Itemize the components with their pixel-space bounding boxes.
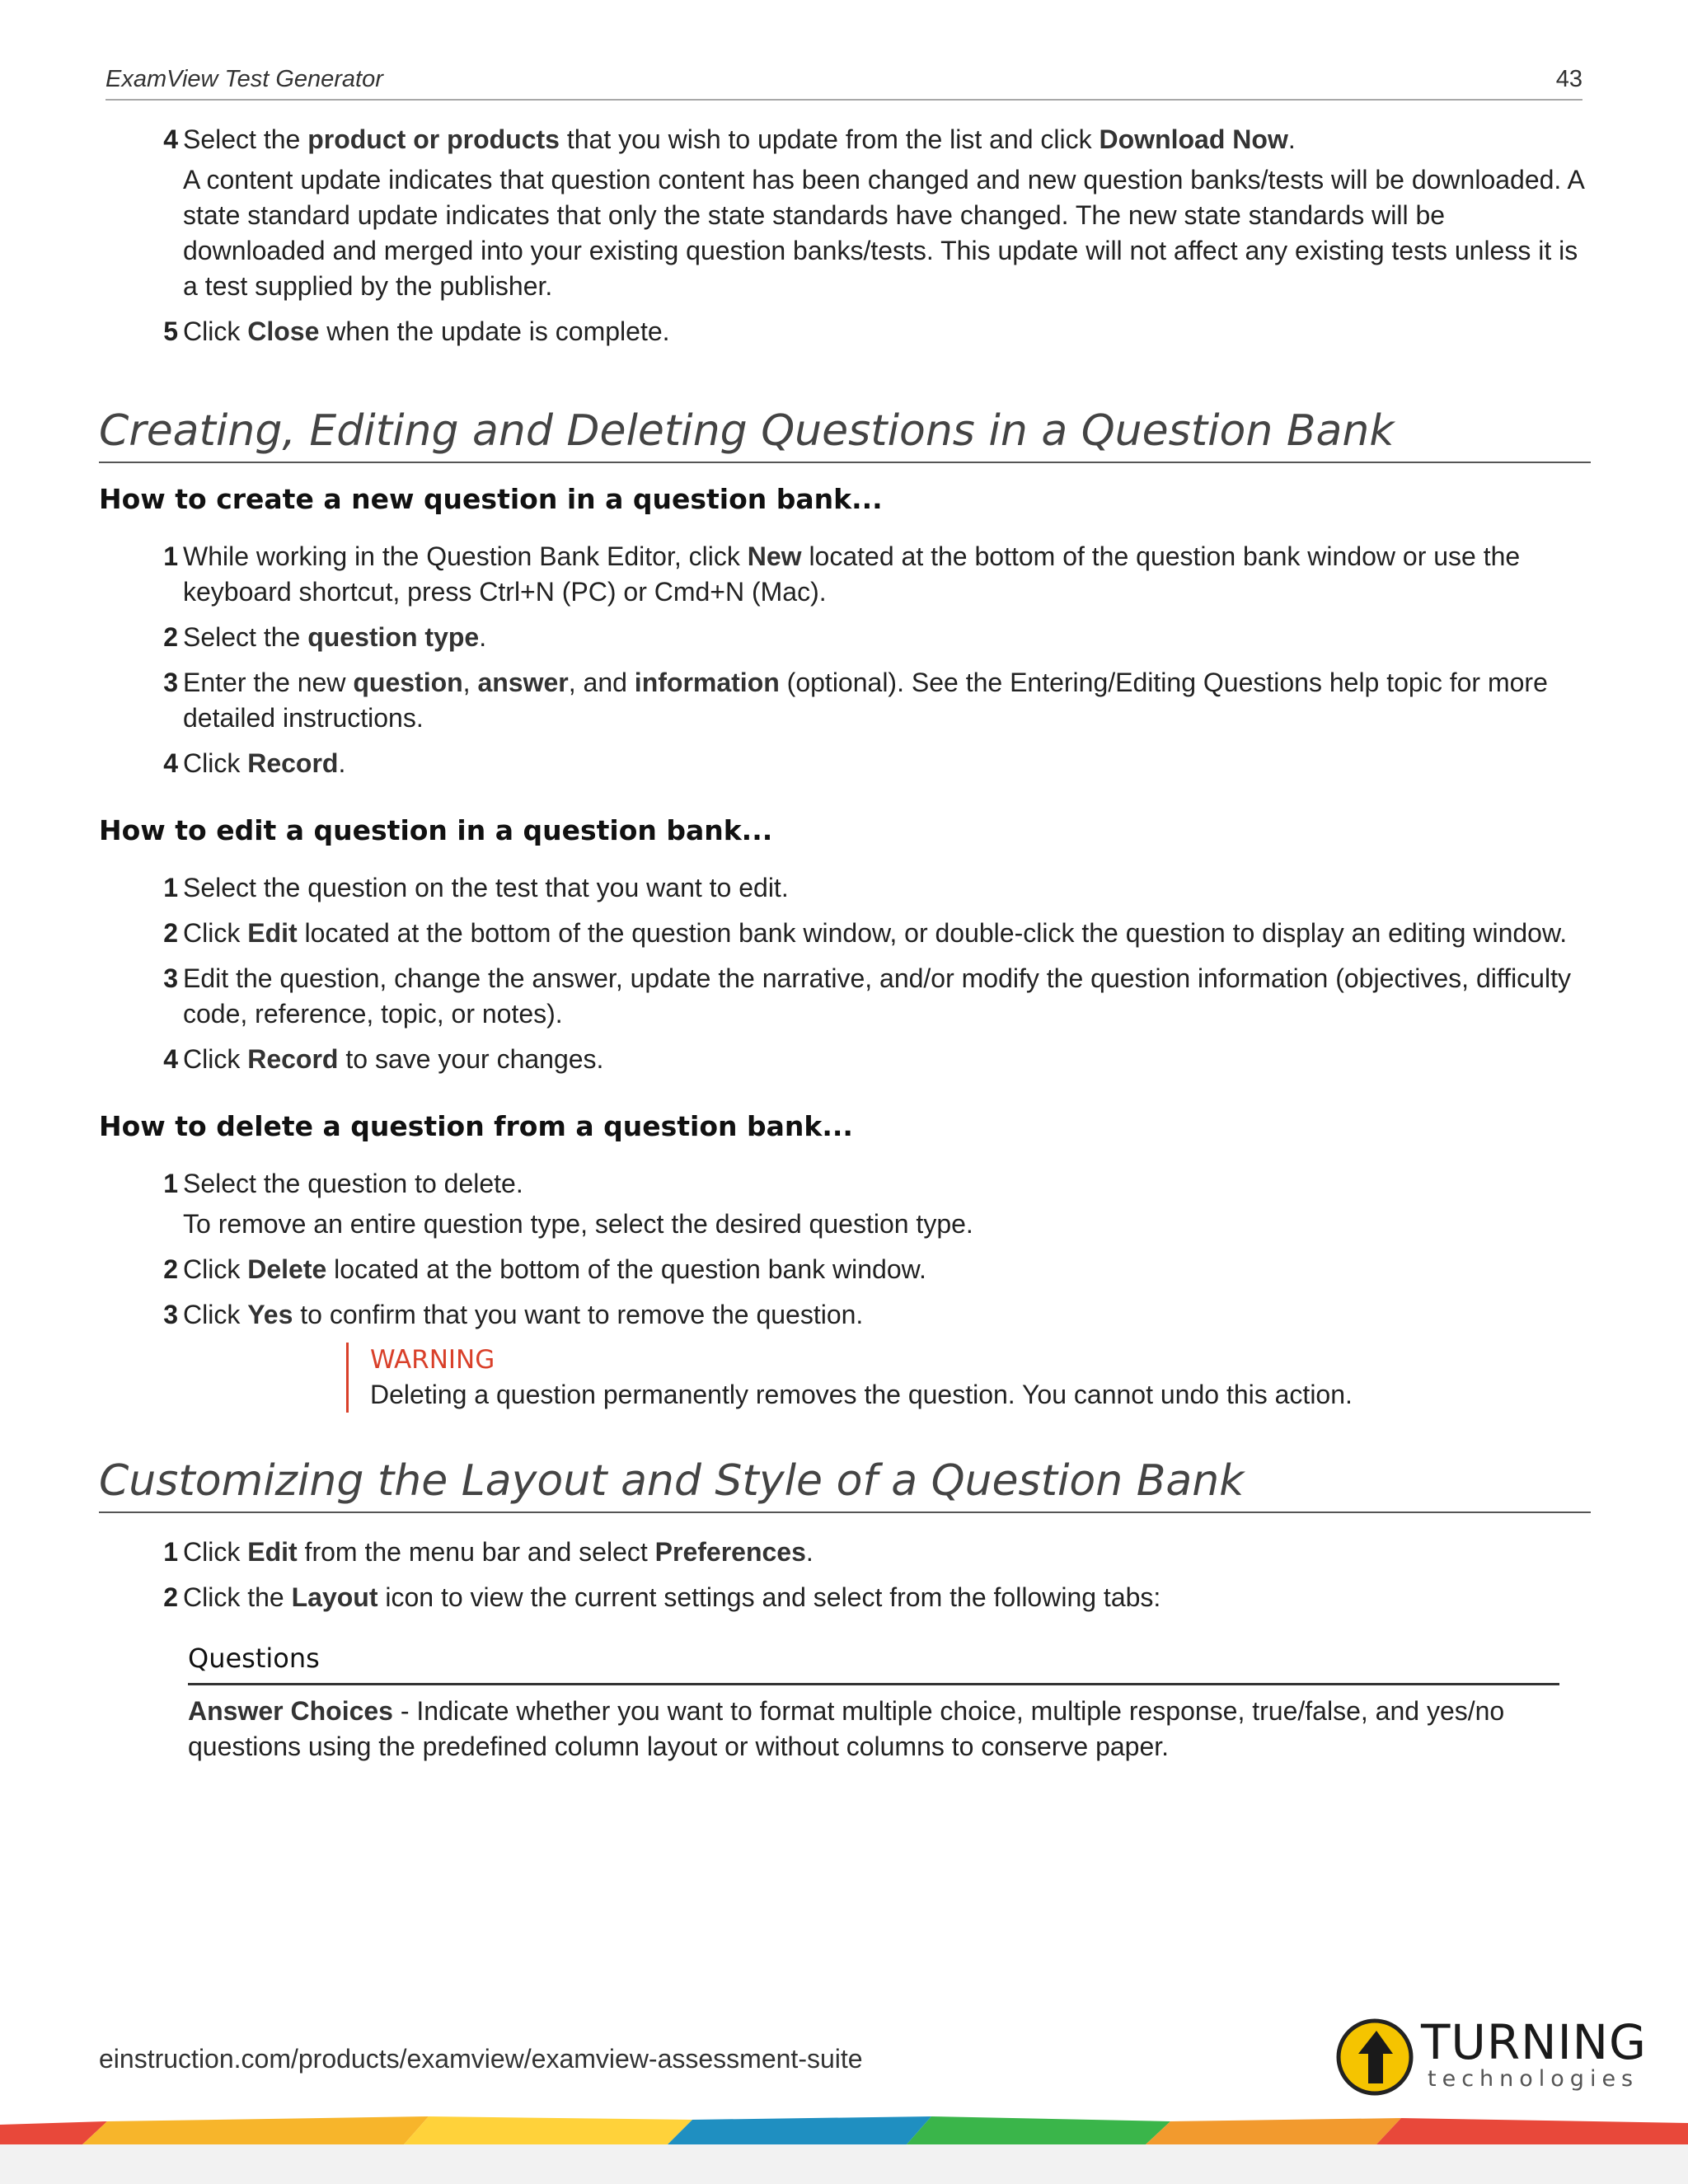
step-number: 2	[163, 622, 178, 652]
step-number: 4	[163, 748, 178, 778]
intro-steps	[99, 122, 1591, 349]
turning-arrow-icon	[1335, 2018, 1414, 2097]
subheading-delete-question: How to delete a question from a question bank...	[99, 1110, 853, 1142]
section-title-creating-editing-deleting: Creating, Editing and Deleting Questions in a Question Bank	[99, 404, 1591, 463]
step-text	[183, 539, 1591, 610]
section-title-customizing-layout: Customizing the Layout and Style of a Question Bank	[99, 1454, 1591, 1513]
text-run: to confirm that you want to remove the question.	[293, 1300, 864, 1329]
bold-term: question	[353, 668, 463, 697]
warning-callout	[346, 1343, 1591, 1413]
text-run: .	[1287, 124, 1296, 154]
step-item	[99, 746, 1591, 781]
step-text	[183, 1042, 1591, 1077]
step-number: 4	[163, 1044, 178, 1074]
step-number: 2	[163, 1582, 178, 1612]
bold-term: question type	[307, 622, 480, 652]
turning-technologies-logo	[1335, 2014, 1648, 2098]
text-run: Enter the new	[183, 668, 354, 697]
step-item	[99, 961, 1591, 1032]
logo-subword: technologies	[1428, 2066, 1639, 2092]
text-run: Click	[183, 1044, 248, 1074]
step-number: 4	[163, 124, 178, 154]
text-run: Click	[183, 1300, 248, 1329]
subheading-edit-question: How to edit a question in a question bank...	[99, 814, 773, 846]
text-run: While working in the Question Bank Editor, click	[183, 541, 748, 571]
bold-term: Record	[247, 1044, 339, 1074]
step-number: 2	[163, 1254, 178, 1284]
tab-heading-questions: Questions	[188, 1640, 1559, 1685]
text-run: Select the	[183, 124, 308, 154]
step-number: 1	[163, 873, 178, 902]
text-run: .	[338, 748, 346, 778]
delete-steps	[99, 1166, 1591, 1333]
step-item	[99, 916, 1591, 951]
step-item	[99, 870, 1591, 906]
text-run: Select the	[183, 622, 308, 652]
step-item	[99, 1535, 1591, 1570]
step-text	[183, 746, 1591, 781]
step-text	[183, 1207, 1591, 1242]
text-run: Click	[183, 748, 248, 778]
text-run: .	[479, 622, 487, 652]
step-text	[183, 870, 1591, 906]
text-run: from the menu bar and select	[297, 1537, 655, 1567]
subheading-create-question: How to create a new question in a question bank...	[99, 483, 883, 515]
bold-term: Delete	[247, 1254, 327, 1284]
text-run: Select the question on the test that you want to edit.	[183, 873, 789, 902]
layout-tab-table	[188, 1640, 1559, 1765]
document-title: ExamView Test Generator	[106, 66, 383, 92]
step-text	[183, 1297, 1591, 1333]
text-run: located at the bottom of the question bank window.	[326, 1254, 926, 1284]
text-run: A content update indicates that question content has been changed and new question banks/tests will be downloaded. A state standard update indicates that only the state standards have changed. The new state standards will be downloaded and merged into your existing question banks/tests. This update will not affect any existing tests unless it is a test supplied by the publisher.	[183, 165, 1584, 301]
logo-word: TURNING	[1421, 2014, 1648, 2070]
footer-bottom-band	[0, 2144, 1688, 2184]
step-text	[183, 314, 1591, 349]
step-number: 3	[163, 1300, 178, 1329]
step-item	[99, 1580, 1591, 1615]
step-text	[183, 1535, 1591, 1570]
footer-url: einstruction.com/products/examview/examview-assessment-suite	[99, 2044, 863, 2074]
bold-term: Yes	[247, 1300, 293, 1329]
step-text	[183, 1252, 1591, 1287]
step-number: 3	[163, 668, 178, 697]
step-item	[99, 665, 1591, 736]
edit-steps	[99, 870, 1591, 1077]
text-run: (optional). See the Entering/Editing Questions help topic for more detailed instructions.	[183, 668, 1548, 733]
text-run: Click	[183, 1537, 248, 1567]
text-run: Click	[183, 918, 248, 948]
bold-term: Edit	[247, 918, 298, 948]
step-text	[183, 162, 1591, 304]
step-number: 2	[163, 918, 178, 948]
step-text	[183, 1580, 1591, 1615]
step-item	[99, 122, 1591, 304]
step-item	[99, 314, 1591, 349]
step-item	[99, 1297, 1591, 1333]
step-number: 1	[163, 1537, 178, 1567]
step-item	[99, 1252, 1591, 1287]
step-number: 3	[163, 963, 178, 993]
page-number: 43	[1555, 66, 1582, 92]
text-run: Edit the question, change the answer, update the narrative, and/or modify the question information (objectives, difficulty code, reference, topic, or notes).	[183, 963, 1571, 1029]
answer-choices-text: - Indicate whether you want to format multiple choice, multiple response, true/false, and yes/no questions using the predefined column layout or without columns to conserve paper.	[188, 1696, 1505, 1761]
text-run: Click	[183, 1254, 248, 1284]
step-text	[183, 122, 1591, 157]
text-run: icon to view the current settings and select from the following tabs:	[377, 1582, 1161, 1612]
step-number: 1	[163, 541, 178, 571]
text-run: Click the	[183, 1582, 292, 1612]
text-run: Click	[183, 316, 248, 346]
step-text	[183, 1166, 1591, 1202]
step-number: 5	[163, 316, 178, 346]
step-text	[183, 961, 1591, 1032]
bold-term: New	[747, 541, 802, 571]
bold-term: Layout	[291, 1582, 378, 1612]
text-run: to save your changes.	[338, 1044, 604, 1074]
text-run: that you wish to update from the list and click	[559, 124, 1100, 154]
bold-term: product or products	[307, 124, 560, 154]
bold-term: answer	[477, 668, 569, 697]
tab-description	[188, 1694, 1559, 1765]
bold-term: Close	[247, 316, 320, 346]
text-run: , and	[568, 668, 635, 697]
text-run: Select the question to delete.	[183, 1169, 523, 1198]
text-run: To remove an entire question type, select the desired question type.	[183, 1209, 973, 1239]
bold-term: Record	[247, 748, 339, 778]
step-text	[183, 916, 1591, 951]
layout-steps	[99, 1535, 1591, 1615]
bold-term: information	[634, 668, 780, 697]
bold-term: Edit	[247, 1537, 298, 1567]
step-item	[99, 620, 1591, 655]
warning-label: WARNING	[370, 1345, 495, 1375]
step-item	[99, 1166, 1591, 1242]
text-run: .	[805, 1537, 814, 1567]
footer-color-stripe	[0, 2116, 1688, 2144]
page-header	[106, 66, 1582, 101]
step-number: 1	[163, 1169, 178, 1198]
create-steps	[99, 539, 1591, 781]
step-text	[183, 665, 1591, 736]
text-run: ,	[462, 668, 478, 697]
step-item	[99, 539, 1591, 610]
step-text	[183, 620, 1591, 655]
text-run: located at the bottom of the question bank window, or double-click the question to display an editing window.	[297, 918, 1568, 948]
bold-term: Preferences	[654, 1537, 806, 1567]
page-content	[99, 122, 1591, 1765]
bold-term: Download Now	[1099, 124, 1288, 154]
answer-choices-label: Answer Choices	[188, 1696, 393, 1726]
text-run: located at the bottom of the question bank window or use the keyboard shortcut, press Ctrl+N (PC) or Cmd+N (Mac).	[183, 541, 1521, 607]
step-item	[99, 1042, 1591, 1077]
text-run: when the update is complete.	[319, 316, 670, 346]
warning-text: Deleting a question permanently removes the question. You cannot undo this action.	[370, 1380, 1353, 1409]
